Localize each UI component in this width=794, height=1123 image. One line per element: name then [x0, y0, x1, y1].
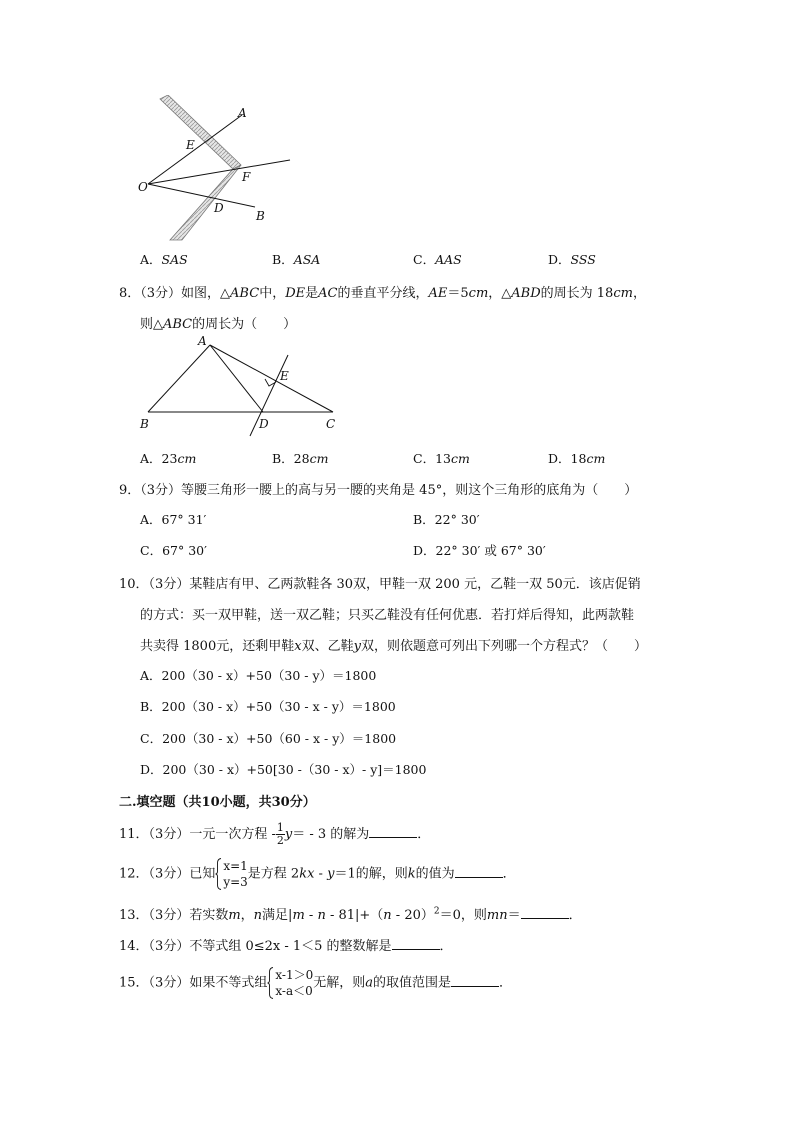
q12-answer-blank[interactable]	[455, 865, 503, 878]
q10-option-d[interactable]: D．200（30 - x）+50[30 -（30 - x）- y]＝1800	[140, 762, 427, 777]
upper-ruler	[160, 95, 241, 169]
label-E: E	[280, 369, 289, 383]
q8-stem-line2: 则△ABC的周长为（ ）	[140, 317, 297, 332]
left-brace-icon	[267, 967, 274, 999]
segment-ad	[210, 345, 263, 412]
q9-option-b[interactable]: B．22° 30′	[413, 512, 480, 527]
q15-answer-blank[interactable]	[451, 974, 499, 987]
label-D: D	[259, 417, 269, 431]
q7-option-c[interactable]: C．AAS	[413, 252, 462, 267]
q11-stem: 11．（3分）一元一次方程 - $\frac{1}{2}$ y＝ - 3 的解为 ．	[119, 821, 431, 847]
section-2-heading: 二.填空题（共10小题，共30分）	[119, 795, 316, 810]
q8-figure	[130, 333, 345, 438]
lower-ruler	[170, 165, 241, 240]
q11-answer-blank[interactable]	[369, 825, 417, 838]
label-A: A	[198, 334, 207, 348]
q10-stem-line1: 10．（3分）某鞋店有甲、乙两款鞋各 30双，甲鞋一双 200 元，乙鞋一双 50元．该店促销	[119, 577, 641, 592]
q15-stem: 15．（3分）如果不等式组 x-1＞0 x-a＜0 无解，则a的取值范围是 ．	[119, 968, 513, 998]
label-E: E	[186, 138, 195, 152]
q9-option-c[interactable]: C．67° 30′	[140, 543, 207, 558]
q8-option-b[interactable]: B．28cm	[272, 451, 329, 466]
q10-stem-line3: 共卖得 1800元，还剩甲鞋x双、乙鞋y双，则依题意可列出下列哪一个方程式？（ ）	[140, 639, 647, 654]
q9-option-a[interactable]: A．67° 31′	[140, 512, 207, 527]
q13-stem: 13．（3分）若实数m，n满足|m - n - 81|+（n - 20）$^2$＝0，则mn＝ ．	[119, 906, 582, 923]
q13-answer-blank[interactable]	[521, 906, 569, 919]
label-D: D	[214, 201, 224, 215]
ray-ob	[148, 184, 255, 207]
label-B: B	[140, 417, 149, 431]
side-ab	[148, 345, 210, 412]
label-B: B	[256, 209, 265, 223]
label-F: F	[242, 170, 251, 184]
side-ac	[210, 345, 333, 412]
q14-answer-blank[interactable]	[392, 937, 440, 950]
q7-option-d[interactable]: D．SSS	[548, 252, 596, 267]
q15-inequality-system: x-1＞0 x-a＜0	[267, 967, 313, 999]
q8-stem-line1: 8．（3分）如图，△ABC中，DE是AC的垂直平分线，AE＝5cm，△ABD的周长为 18cm，	[119, 286, 646, 301]
q8-option-c[interactable]: C．13cm	[413, 451, 470, 466]
label-C: C	[326, 417, 336, 431]
q7-option-a[interactable]: A．SAS	[140, 252, 188, 267]
q10-option-b[interactable]: B．200（30 - x）+50（30 - x - y）＝1800	[140, 699, 396, 714]
left-brace-icon	[215, 858, 222, 890]
q9-option-d[interactable]: D．22° 30′ 或 67° 30′	[413, 543, 546, 558]
q12-stem: 12．（3分）已知 x=1 y=3 是方程 2kx - y＝1的解，则k的值为 ．	[119, 859, 516, 889]
perpendicular-de	[250, 355, 288, 436]
q7-figure	[130, 95, 305, 245]
q14-stem: 14．（3分）不等式组 0≤2x - 1＜5 的整数解是 ．	[119, 939, 453, 954]
label-A: A	[238, 106, 247, 120]
q7-option-b[interactable]: B．ASA	[272, 252, 321, 267]
q10-option-c[interactable]: C．200（30 - x）+50（60 - x - y）＝1800	[140, 731, 397, 746]
q10-stem-line2: 的方式：买一双甲鞋，送一双乙鞋；只买乙鞋没有任何优惠．若打烊后得知，此两款鞋	[140, 608, 635, 623]
fraction-one-half: $\frac{1}{2}$	[276, 821, 284, 847]
q8-option-d[interactable]: D．18cm	[548, 451, 606, 466]
q9-stem: 9．（3分）等腰三角形一腰上的高与另一腰的夹角是 45°，则这个三角形的底角为（ ）	[119, 483, 638, 498]
q10-option-a[interactable]: A．200（30 - x）+50（30 - y）＝1800	[140, 668, 377, 683]
q8-option-a[interactable]: A．23cm	[140, 451, 197, 466]
q12-equation-system: x=1 y=3	[215, 858, 247, 890]
label-O: O	[138, 180, 148, 194]
ray-of	[148, 160, 290, 184]
